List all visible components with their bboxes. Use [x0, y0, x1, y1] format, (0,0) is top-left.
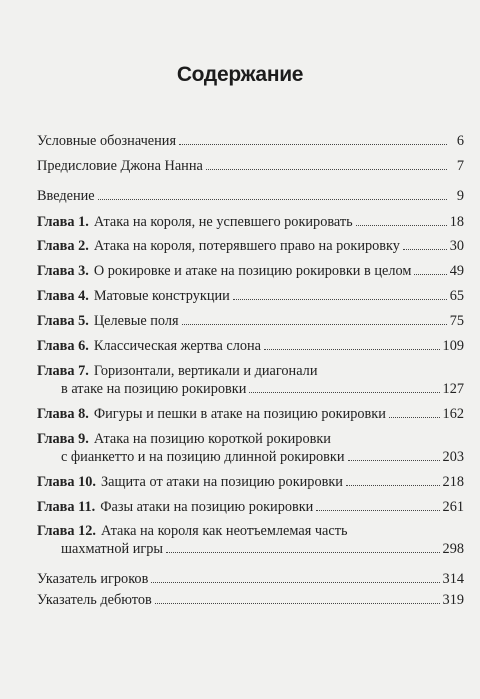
dot-leader [155, 591, 440, 604]
entry-title-cont: с фианкетто и на позицию длинной рокировки [61, 449, 345, 465]
entry-page: 127 [442, 381, 464, 397]
entry-page: 49 [449, 263, 464, 279]
toc-entry-line1 [37, 362, 464, 380]
entry-page: 314 [442, 571, 464, 587]
dot-leader [98, 187, 447, 200]
chapter-number: Глава 8. [37, 406, 89, 422]
toc-entry [37, 187, 464, 205]
dot-leader [346, 473, 440, 486]
dot-leader [356, 213, 447, 226]
toc-entry [37, 287, 464, 305]
toc-entry [37, 337, 464, 355]
dot-leader [348, 448, 440, 461]
entry-title-cont: в атаке на позицию рокировки [61, 381, 247, 397]
chapter-number: Глава 1. [37, 214, 89, 230]
entry-page: 261 [442, 499, 464, 515]
dot-leader [166, 540, 440, 553]
toc-entry-line1 [37, 430, 464, 448]
entry-title-cont: шахматной игры [61, 541, 163, 557]
dot-leader [233, 287, 447, 300]
entry-page: 319 [442, 592, 464, 608]
chapter-number: Глава 12. [37, 523, 96, 539]
entry-page: 298 [442, 541, 464, 557]
toc-entry [37, 498, 464, 516]
entry-title: Горизонтали, вертикали и диагонали [93, 363, 318, 379]
entry-title: Матовые конструкции [93, 288, 230, 304]
entry-page: 9 [456, 188, 464, 204]
dot-leader [316, 498, 439, 511]
chapter-number: Глава 11. [37, 499, 96, 515]
entry-title: Фигуры и пешки в атаке на позицию рокировки [93, 406, 386, 422]
toc-entry [37, 312, 464, 330]
chapter-number: Глава 10. [37, 474, 96, 490]
entry-page: 30 [449, 238, 464, 254]
entry-title: Указатель игроков [37, 571, 149, 587]
toc-entry-line1 [37, 522, 464, 540]
dot-leader [151, 570, 439, 583]
chapter-number: Глава 9. [37, 431, 89, 447]
chapter-number: Глава 6. [37, 338, 89, 354]
chapter-number: Глава 7. [37, 363, 89, 379]
dot-leader [206, 157, 447, 170]
toc-entry-line2 [61, 448, 464, 466]
toc-entry-line2 [61, 540, 464, 558]
dot-leader [179, 132, 447, 145]
dot-leader [264, 337, 440, 350]
chapter-number: Глава 5. [37, 313, 89, 329]
entry-title: Фазы атаки на позицию рокировки [100, 499, 314, 515]
toc-entry-line2 [61, 380, 464, 398]
entry-page: 65 [449, 288, 464, 304]
entry-title: Условные обозначения [37, 133, 177, 149]
entry-title: Атака на короля как неотъемлемая часть [100, 523, 348, 539]
entry-title: Введение [37, 188, 95, 204]
toc-entry [37, 473, 464, 491]
entry-page: 7 [456, 158, 464, 174]
entry-title: Атака на короля, потерявшего право на рокировку [93, 238, 400, 254]
entry-page: 162 [442, 406, 464, 422]
dot-leader [182, 312, 447, 325]
entry-page: 218 [442, 474, 464, 490]
toc-entry [37, 262, 464, 280]
dot-leader [389, 405, 440, 418]
dot-leader [249, 380, 439, 393]
chapter-number: Глава 4. [37, 288, 89, 304]
toc-entry [37, 157, 464, 175]
entry-page: 18 [449, 214, 464, 230]
page-title: Содержание [176, 63, 304, 86]
dot-leader [403, 237, 447, 250]
entry-title: Атака на короля, не успевшего рокировать [93, 214, 353, 230]
chapter-number: Глава 2. [37, 238, 89, 254]
entry-title: Целевые поля [93, 313, 179, 329]
entry-page: 6 [456, 133, 464, 149]
chapter-number: Глава 3. [37, 263, 89, 279]
toc-entry [37, 591, 464, 609]
entry-title: О рокировке и атаке на позицию рокировки в целом [93, 263, 412, 279]
entry-title: Атака на позицию короткой рокировки [93, 431, 331, 447]
entry-title: Классическая жертва слона [93, 338, 261, 354]
entry-page: 109 [442, 338, 464, 354]
toc-entry [37, 132, 464, 150]
entry-page: 75 [449, 313, 464, 329]
entry-title: Предисловие Джона Нанна [37, 158, 203, 174]
entry-page: 203 [442, 449, 464, 465]
entry-title: Указатель дебютов [37, 592, 152, 608]
entry-title: Защита от атаки на позицию рокировки [100, 474, 343, 490]
toc-entry [37, 570, 464, 588]
dot-leader [414, 262, 446, 275]
toc-entry [37, 213, 464, 231]
toc-entry [37, 237, 464, 255]
toc-entry [37, 405, 464, 423]
